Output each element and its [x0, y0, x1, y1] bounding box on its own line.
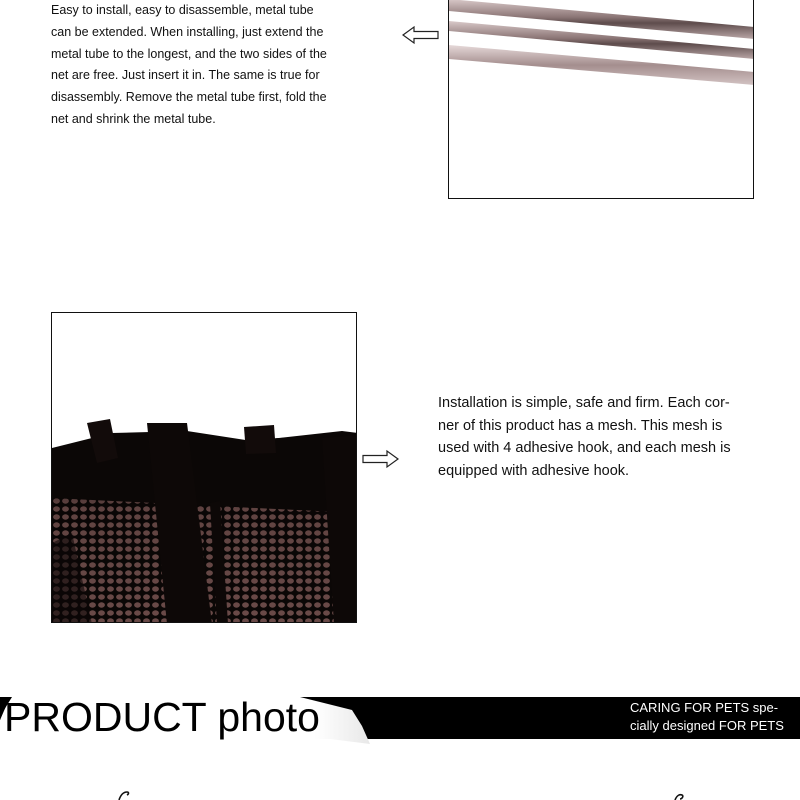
description-line: net and shrink the metal tube. — [51, 111, 216, 126]
section-title: PRODUCT photo — [4, 694, 320, 740]
description-line: ner of this product has a mesh. This mesh is — [438, 417, 723, 434]
tagline-line: cially designed FOR PETS — [630, 718, 784, 733]
description-line: can be extended. When installing, just extend the — [51, 24, 324, 39]
description-line: net are free. Just insert it in. The same is true for — [51, 68, 320, 83]
decorative-flourish-icon — [672, 786, 692, 800]
mounting-description — [438, 392, 743, 483]
net-corner-image — [52, 313, 357, 623]
outline-arrow-left-icon — [402, 25, 440, 45]
metal-tube-photo — [448, 0, 754, 199]
description-line: equipped with adhesive hook. — [438, 463, 630, 480]
outline-arrow-right-icon — [361, 449, 399, 469]
description-line: Installation is simple, safe and firm. Each cor- — [438, 395, 730, 411]
description-line: Easy to install, easy to disassemble, metal tube — [51, 3, 314, 17]
decorative-flourish-icon — [115, 786, 135, 800]
banner-tagline — [630, 699, 795, 735]
installation-description — [51, 0, 351, 131]
tagline-line: CARING FOR PETS spe- — [630, 700, 779, 715]
metal-tube-image — [449, 0, 754, 199]
description-line: metal tube to the longest, and the two sides of the — [51, 46, 327, 61]
net-corner-photo — [51, 312, 357, 623]
description-line: used with 4 adhesive hook, and each mesh is — [438, 440, 731, 457]
description-line: disassembly. Remove the metal tube first, fold the — [51, 90, 327, 105]
